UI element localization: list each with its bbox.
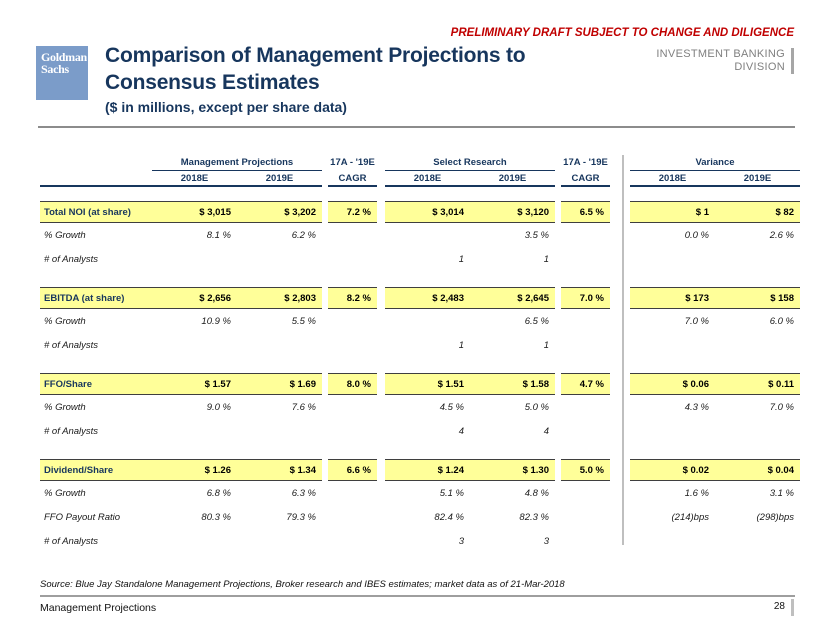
column-gap <box>377 481 385 505</box>
cell-mp-2019e: 7.6 % <box>291 401 316 413</box>
cell-var-2018e: 1.6 % <box>684 487 709 499</box>
cell-cagr-sr: 7.0 % <box>561 287 610 309</box>
cell-sr-2019e: $ 1.30 <box>470 459 555 481</box>
cell-var-2019e <box>715 529 800 553</box>
column-gap <box>377 309 385 333</box>
cell-var-2018e: $ 0.06 <box>630 373 715 395</box>
cell-sr-2018e: 4.5 % <box>439 401 464 413</box>
cell-mp-2018e: $ 1.57 <box>152 373 237 395</box>
table-section-ffo-share <box>40 373 802 443</box>
table-row <box>40 247 802 271</box>
cell-sr-2019e: 1 <box>543 339 549 351</box>
division-line1: INVESTMENT BANKING <box>656 48 785 60</box>
column-gap <box>610 459 630 481</box>
cell-var-2019e: $ 82 <box>715 201 800 223</box>
cell-sr-2018e: 5.1 % <box>439 487 464 499</box>
column-gap <box>610 481 630 505</box>
cell-cagr-mp <box>328 395 377 419</box>
row-label: % Growth <box>44 401 86 413</box>
cell-cagr-sr <box>561 247 610 271</box>
column-header-var-2018e: 2018E <box>630 171 715 187</box>
cell-cagr-mp <box>328 247 377 271</box>
page-number: 28 <box>773 601 785 612</box>
table-row-highlight <box>40 459 802 481</box>
column-header-mp-2018e: 2018E <box>152 171 237 187</box>
cell-cagr-mp <box>328 481 377 505</box>
table-row <box>40 529 802 553</box>
footer-rule <box>40 595 795 597</box>
cell-mp-2019e <box>237 247 322 271</box>
cell-cagr-sr <box>561 333 610 357</box>
cell-cagr-sr: 5.0 % <box>561 459 610 481</box>
cell-var-2018e <box>630 247 715 271</box>
cell-sr-2019e: 5.0 % <box>524 401 549 413</box>
table-section-dividend-share <box>40 459 802 553</box>
table-row-highlight <box>40 373 802 395</box>
column-group-select-research: Select Research <box>385 157 555 171</box>
page-title: Comparison of Management Projections to Consensus Estimates <box>105 44 526 94</box>
column-gap <box>377 373 385 395</box>
cell-var-2019e: 2.6 % <box>769 229 794 241</box>
cell-sr-2019e: 1 <box>543 253 549 265</box>
cell-mp-2019e: $ 1.34 <box>237 459 322 481</box>
column-gap <box>610 529 630 553</box>
table-row-highlight <box>40 201 802 223</box>
cell-mp-2018e: 10.9 % <box>201 315 231 327</box>
column-gap <box>377 419 385 443</box>
source-note: Source: Blue Jay Standalone Management Projections, Broker research and IBES estimates; market data as of 21-Mar-2018 <box>40 579 565 590</box>
column-gap <box>610 223 630 247</box>
table-row <box>40 223 802 247</box>
cell-sr-2018e: $ 3,014 <box>385 201 470 223</box>
cell-var-2019e: $ 0.04 <box>715 459 800 481</box>
column-gap <box>377 459 385 481</box>
row-label: FFO/Share <box>40 373 152 395</box>
division-line2: DIVISION <box>734 61 785 73</box>
cell-cagr-mp: 8.2 % <box>328 287 377 309</box>
cell-var-2019e: (298)bps <box>756 511 794 523</box>
cell-sr-2018e <box>385 309 470 333</box>
cell-sr-2018e <box>385 223 470 247</box>
cell-sr-2018e: 82.4 % <box>434 511 464 523</box>
column-group-management-projections: Management Projections <box>152 157 322 171</box>
table-row <box>40 481 802 505</box>
cell-sr-2019e: 4.8 % <box>524 487 549 499</box>
cell-mp-2018e: $ 3,015 <box>152 201 237 223</box>
cell-mp-2018e: $ 1.26 <box>152 459 237 481</box>
column-gap <box>40 157 152 171</box>
cell-var-2019e: $ 158 <box>715 287 800 309</box>
cell-sr-2019e: 6.5 % <box>524 315 549 327</box>
goldman-sachs-logo <box>36 46 88 100</box>
cell-sr-2018e: 1 <box>458 253 464 265</box>
cell-sr-2019e: $ 2,645 <box>470 287 555 309</box>
column-gap <box>377 223 385 247</box>
table-group-header-row <box>40 157 802 171</box>
cell-var-2018e <box>630 529 715 553</box>
cell-var-2019e: 6.0 % <box>769 315 794 327</box>
cell-var-2018e: 0.0 % <box>684 229 709 241</box>
column-gap <box>377 505 385 529</box>
column-gap <box>610 157 630 171</box>
column-gap <box>610 505 630 529</box>
cell-sr-2019e: 82.3 % <box>519 511 549 523</box>
cell-var-2018e: (214)bps <box>671 511 709 523</box>
cell-cagr-mp: 6.6 % <box>328 459 377 481</box>
cell-sr-2018e: $ 2,483 <box>385 287 470 309</box>
cell-mp-2019e: $ 2,803 <box>237 287 322 309</box>
column-gap <box>377 287 385 309</box>
cell-mp-2018e <box>152 333 237 357</box>
cell-var-2019e <box>715 247 800 271</box>
cell-sr-2018e: 4 <box>458 425 464 437</box>
cell-cagr-mp <box>328 505 377 529</box>
cell-cagr-mp <box>328 223 377 247</box>
cell-mp-2019e: 6.2 % <box>291 229 316 241</box>
logo-line2: Sachs <box>41 61 69 76</box>
cell-var-2019e <box>715 333 800 357</box>
cell-cagr-sr <box>561 395 610 419</box>
column-header-cagr-1: CAGR <box>328 171 377 187</box>
logo-line1: Goldman <box>41 50 87 64</box>
column-gap <box>377 157 385 171</box>
column-gap <box>610 247 630 271</box>
title-block <box>105 42 580 115</box>
column-gap <box>610 373 630 395</box>
row-label: % Growth <box>44 229 86 241</box>
column-group-variance: Variance <box>630 157 800 171</box>
column-gap <box>610 419 630 443</box>
column-group-cagr-1: 17A - '19E <box>330 157 375 168</box>
cell-var-2018e: $ 0.02 <box>630 459 715 481</box>
cell-cagr-sr: 4.7 % <box>561 373 610 395</box>
page-number-bar <box>791 599 794 616</box>
cell-cagr-sr <box>561 309 610 333</box>
column-gap <box>377 333 385 357</box>
cell-mp-2019e <box>237 419 322 443</box>
cell-cagr-mp <box>328 309 377 333</box>
cell-var-2018e: 7.0 % <box>684 315 709 327</box>
cell-sr-2018e: 3 <box>458 535 464 547</box>
cell-mp-2019e: $ 3,202 <box>237 201 322 223</box>
column-gap <box>377 171 385 187</box>
cell-mp-2018e <box>152 247 237 271</box>
cell-var-2019e: 7.0 % <box>769 401 794 413</box>
preliminary-disclaimer: PRELIMINARY DRAFT SUBJECT TO CHANGE AND DILIGENCE <box>450 27 794 39</box>
cell-mp-2018e <box>152 529 237 553</box>
column-group-cagr-2: 17A - '19E <box>563 157 608 168</box>
cell-sr-2019e: 3 <box>543 535 549 547</box>
row-label: Total NOI (at share) <box>40 201 152 223</box>
cell-cagr-sr <box>561 481 610 505</box>
table-subheader-row <box>40 171 802 187</box>
cell-var-2019e <box>715 419 800 443</box>
row-label: FFO Payout Ratio <box>44 511 121 523</box>
header-rule <box>38 126 795 128</box>
row-label: # of Analysts <box>44 535 99 547</box>
cell-cagr-sr: 6.5 % <box>561 201 610 223</box>
table-row <box>40 333 802 357</box>
row-label: % Growth <box>44 315 86 327</box>
cell-mp-2018e: 80.3 % <box>201 511 231 523</box>
column-gap <box>610 333 630 357</box>
table-row <box>40 309 802 333</box>
column-gap <box>610 395 630 419</box>
row-label: # of Analysts <box>44 339 99 351</box>
cell-sr-2019e: $ 3,120 <box>470 201 555 223</box>
column-gap <box>377 247 385 271</box>
column-gap <box>610 287 630 309</box>
table-section-total-noi <box>40 201 802 271</box>
cell-mp-2019e <box>237 333 322 357</box>
cell-sr-2018e: 1 <box>458 339 464 351</box>
table-row <box>40 505 802 529</box>
cell-cagr-mp <box>328 529 377 553</box>
table-row <box>40 419 802 443</box>
row-label: EBITDA (at share) <box>40 287 152 309</box>
cell-sr-2018e: $ 1.51 <box>385 373 470 395</box>
cell-cagr-mp <box>328 419 377 443</box>
cell-mp-2019e: 5.5 % <box>291 315 316 327</box>
column-gap <box>377 395 385 419</box>
cell-mp-2018e: 9.0 % <box>206 401 231 413</box>
table-row-highlight <box>40 287 802 309</box>
cell-mp-2019e <box>237 529 322 553</box>
cell-var-2018e: 4.3 % <box>684 401 709 413</box>
column-header-var-2019e: 2019E <box>715 171 800 187</box>
cell-sr-2018e: $ 1.24 <box>385 459 470 481</box>
cell-cagr-mp: 7.2 % <box>328 201 377 223</box>
cell-var-2018e: $ 1 <box>630 201 715 223</box>
header-spacer <box>40 187 802 201</box>
column-gap <box>610 201 630 223</box>
footer-section-label: Management Projections <box>40 602 157 614</box>
column-gap <box>377 529 385 553</box>
cell-cagr-mp: 8.0 % <box>328 373 377 395</box>
row-label: % Growth <box>44 487 86 499</box>
column-gap <box>610 309 630 333</box>
cell-var-2019e: 3.1 % <box>769 487 794 499</box>
cell-var-2018e <box>630 333 715 357</box>
cell-mp-2019e: $ 1.69 <box>237 373 322 395</box>
column-header-cagr-2: CAGR <box>561 171 610 187</box>
column-header-sr-2018e: 2018E <box>385 171 470 187</box>
cell-cagr-sr <box>561 419 610 443</box>
row-label: # of Analysts <box>44 425 99 437</box>
table-row <box>40 395 802 419</box>
row-label-header <box>40 171 152 187</box>
column-gap <box>377 201 385 223</box>
column-header-sr-2019e: 2019E <box>470 171 555 187</box>
row-label: Dividend/Share <box>40 459 152 481</box>
column-header-mp-2019e: 2019E <box>237 171 322 187</box>
cell-mp-2018e: $ 2,656 <box>152 287 237 309</box>
cell-var-2019e: $ 0.11 <box>715 373 800 395</box>
cell-var-2018e: $ 173 <box>630 287 715 309</box>
cell-mp-2019e: 6.3 % <box>291 487 316 499</box>
row-label: # of Analysts <box>44 253 99 265</box>
cell-cagr-sr <box>561 505 610 529</box>
page-subtitle: ($ in millions, except per share data) <box>105 99 347 115</box>
cell-mp-2018e <box>152 419 237 443</box>
cell-mp-2018e: 6.8 % <box>206 487 231 499</box>
cell-sr-2019e: 3.5 % <box>524 229 549 241</box>
cell-sr-2019e: 4 <box>543 425 549 437</box>
cell-cagr-sr <box>561 529 610 553</box>
comparison-table <box>40 157 802 569</box>
division-label <box>656 48 794 74</box>
cell-var-2018e <box>630 419 715 443</box>
cell-mp-2018e: 8.1 % <box>206 229 231 241</box>
cell-cagr-mp <box>328 333 377 357</box>
cell-mp-2019e: 79.3 % <box>286 511 316 523</box>
table-section-ebitda <box>40 287 802 357</box>
cell-sr-2019e: $ 1.58 <box>470 373 555 395</box>
cell-cagr-sr <box>561 223 610 247</box>
column-gap <box>610 171 630 187</box>
